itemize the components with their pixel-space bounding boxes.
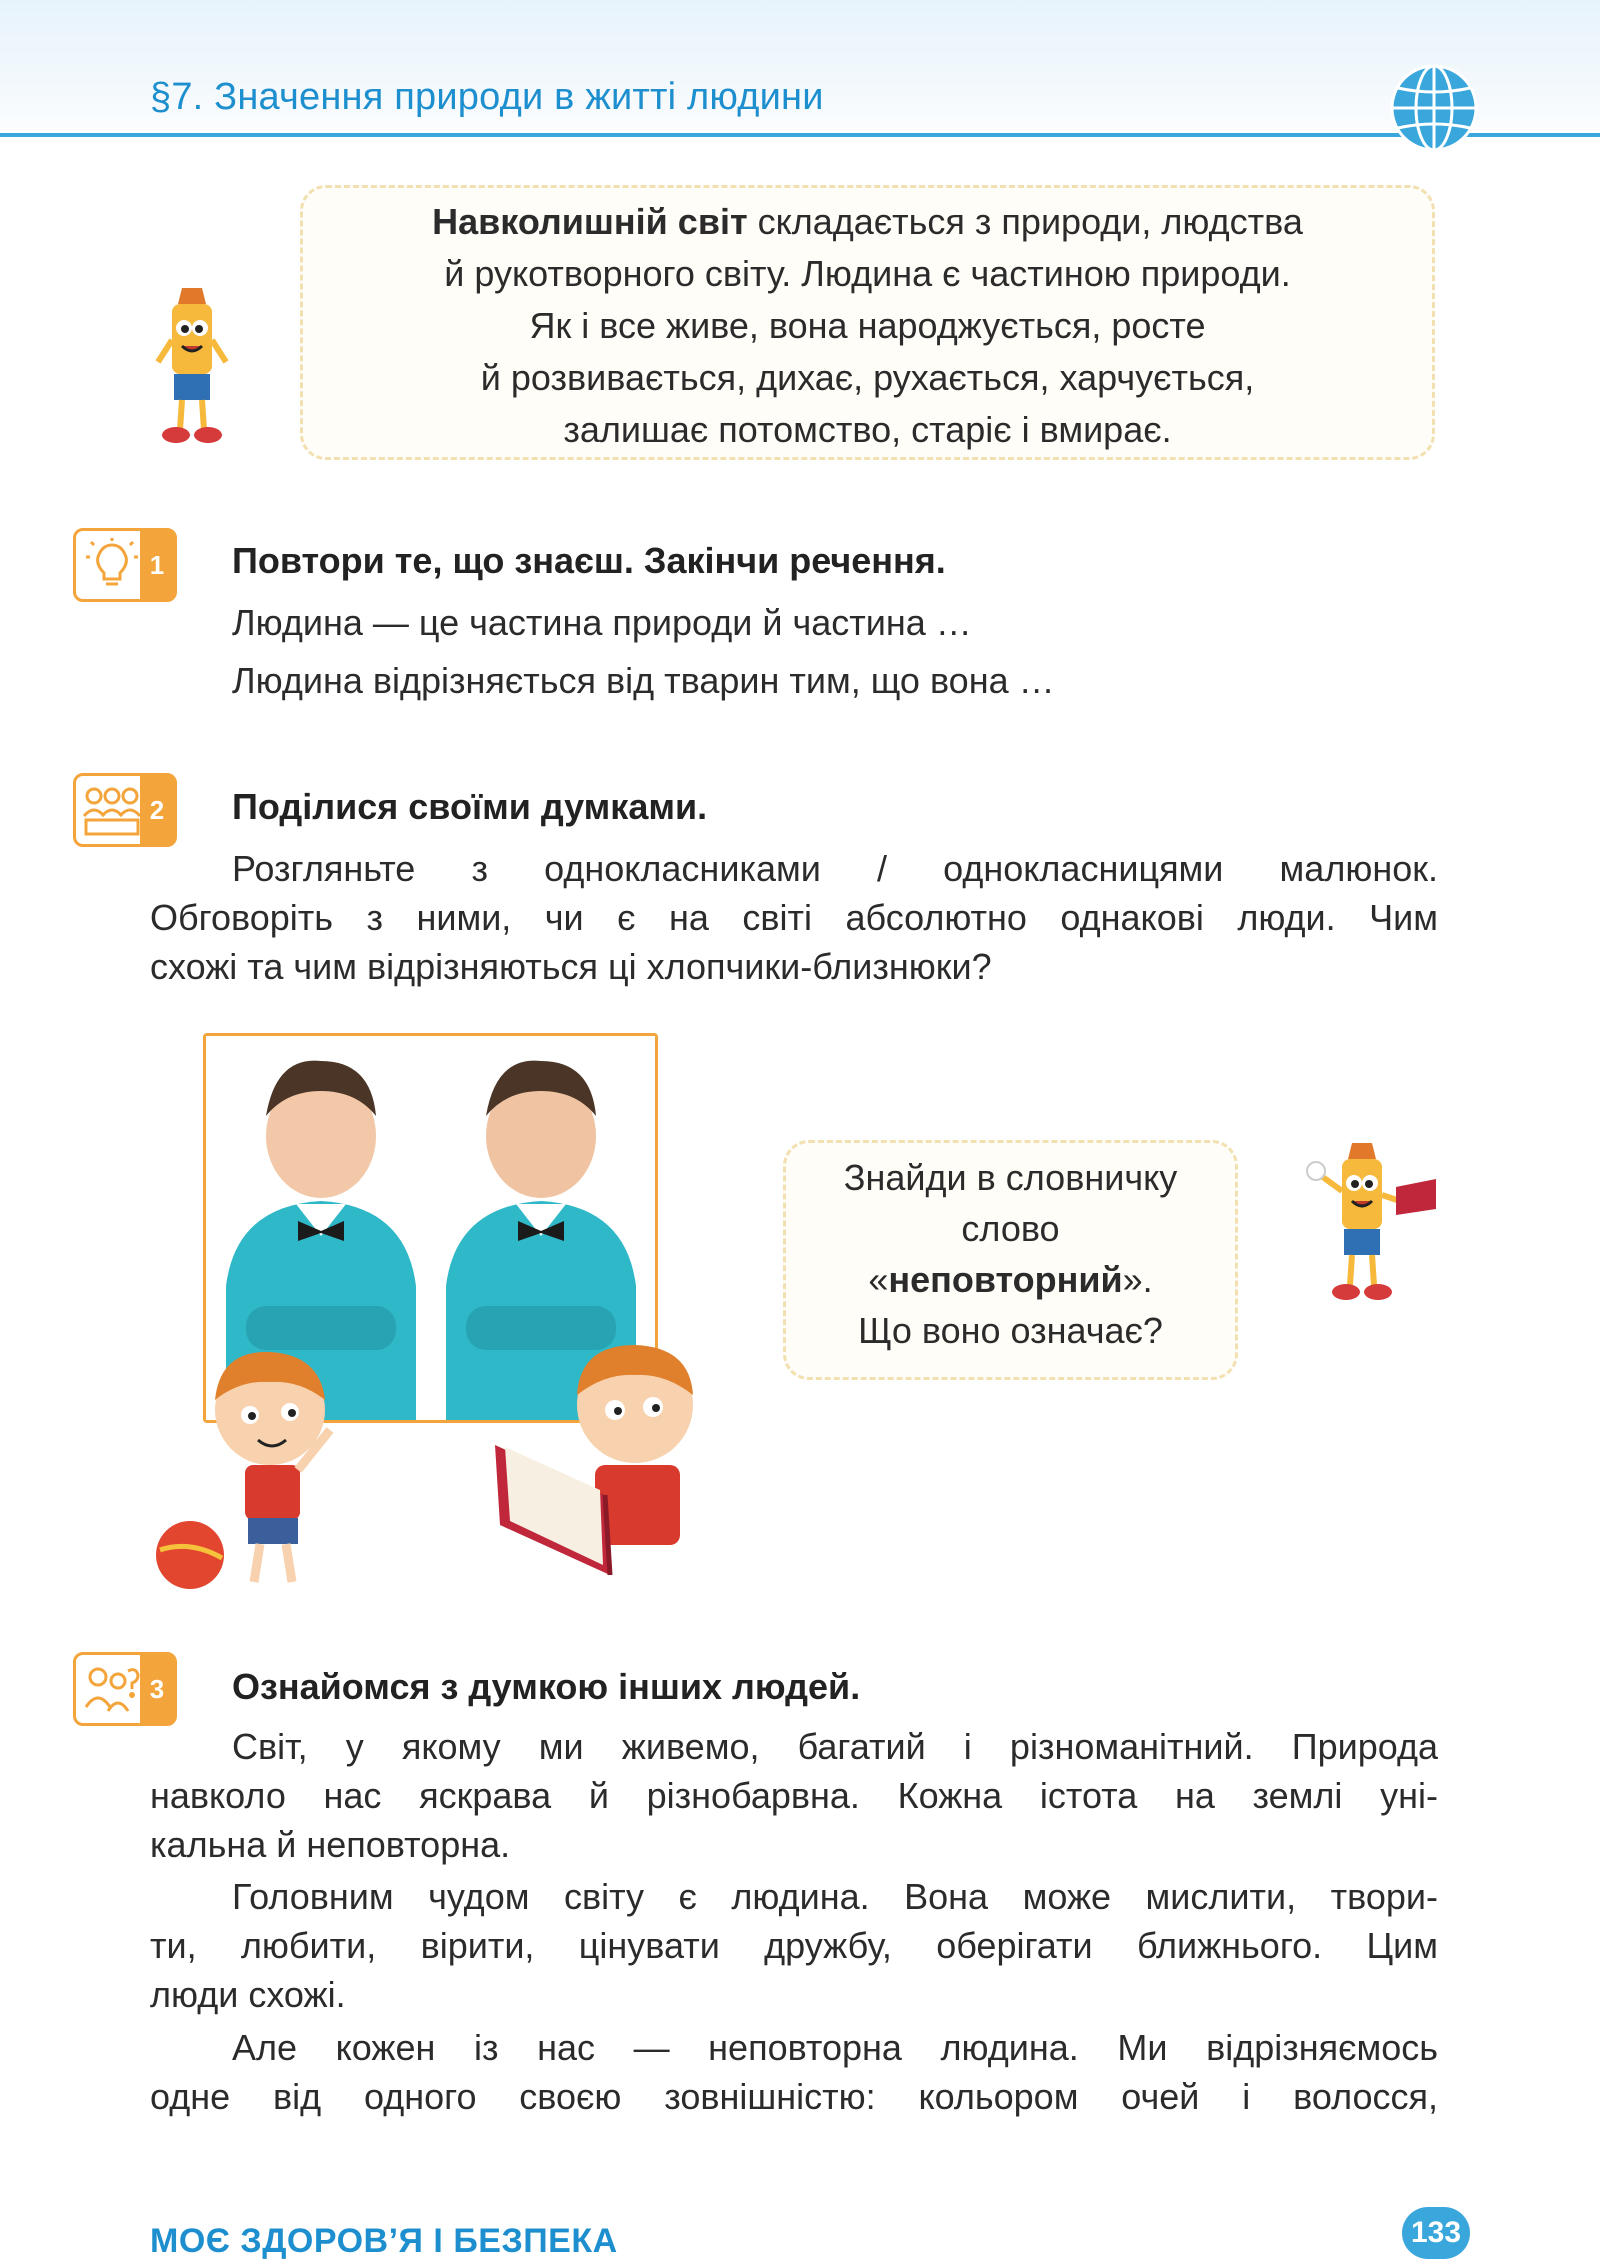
task-2-title: Поділися своїми думками. bbox=[232, 786, 708, 827]
task-number: 1 bbox=[140, 531, 174, 599]
intro-term: Навколишній світ bbox=[432, 201, 748, 242]
task-3-line: Але кожен із нас — неповторна людина. Ми відрізняємось bbox=[232, 2027, 1438, 2068]
cartoon-boy-with-ball bbox=[150, 1320, 350, 1595]
task-3-badge bbox=[73, 1652, 177, 1726]
task-3-line: ти, любити, вірити, цінувати дружбу, оберігати ближнього. Цим bbox=[150, 1925, 1438, 1966]
task-2-line: Обговоріть з ними, чи є на світі абсолютно однакові люди. Чим bbox=[150, 897, 1438, 938]
dictionary-line: Знайди в словничку bbox=[843, 1157, 1178, 1198]
footer-book-section: МОЄ ЗДОРОВ’Я І БЕЗПЕКА bbox=[150, 2222, 618, 2260]
task-2-badge bbox=[73, 773, 177, 847]
task-3-line: кальна й неповторна. bbox=[150, 1824, 511, 1865]
task-3-line: люди схожі. bbox=[150, 1974, 346, 2015]
task-1-line: Людина — це частина природи й частина … bbox=[232, 602, 972, 643]
intro-line: Як і все живе, вона народжується, росте bbox=[529, 305, 1206, 346]
task-1-badge bbox=[73, 528, 177, 602]
cartoon-boy-reading-book bbox=[485, 1325, 730, 1585]
lightbulb-icon bbox=[84, 537, 140, 593]
people-question-icon bbox=[84, 1663, 142, 1717]
task-3-line: навколо нас яскрава й різнобарвна. Кожна істота на землі уні- bbox=[150, 1775, 1438, 1816]
page-number: 133 bbox=[1402, 2207, 1470, 2259]
intro-line: й рукотворного світу. Людина є частиною природи. bbox=[444, 253, 1291, 294]
dictionary-line: Що воно означає? bbox=[858, 1310, 1163, 1351]
task-1-line: Людина відрізняється від тварин тим, що вона … bbox=[232, 660, 1055, 701]
group-discussion-icon bbox=[82, 784, 142, 838]
task-3-line: Світ, у якому ми живемо, багатий і різноманітний. Природа bbox=[232, 1726, 1438, 1767]
header-band bbox=[0, 0, 1600, 150]
task-3-line: Головним чудом світу є людина. Вона може мислити, твори- bbox=[232, 1876, 1438, 1917]
close-quote: ». bbox=[1122, 1259, 1153, 1300]
globe-icon bbox=[1388, 62, 1480, 154]
pencil-mascot-with-book-icon bbox=[1300, 1135, 1440, 1310]
intro-line: залишає потомство, старіє і вмирає. bbox=[563, 409, 1172, 450]
task-2-line: Розгляньте з однокласниками / однокласницями малюнок. bbox=[232, 848, 1438, 889]
intro-line: складається з природи, людства bbox=[747, 201, 1303, 242]
task-3-line: одне від одного своєю зовнішністю: кольором очей і волосся, bbox=[150, 2076, 1438, 2117]
task-2-line: схожі та чим відрізняються ці хлопчики-близнюки? bbox=[150, 946, 992, 987]
header-rule bbox=[0, 133, 1600, 137]
task-number: 2 bbox=[140, 776, 174, 844]
pencil-mascot-icon bbox=[150, 280, 235, 450]
dictionary-prompt bbox=[795, 1152, 1226, 1356]
task-number: 3 bbox=[140, 1655, 174, 1723]
section-title: §7. Значення природи в житті людини bbox=[150, 76, 824, 118]
task-3-title: Ознайомся з думкою інших людей. bbox=[232, 1666, 861, 1707]
open-quote: « bbox=[868, 1259, 889, 1300]
task-1-title: Повтори те, що знаєш. Закінчи речення. bbox=[232, 540, 946, 581]
intro-definition bbox=[320, 196, 1415, 456]
intro-line: й розвивається, дихає, рухається, харчується, bbox=[480, 357, 1255, 398]
dictionary-word: неповторний bbox=[888, 1259, 1123, 1300]
dictionary-line: слово bbox=[961, 1208, 1060, 1249]
